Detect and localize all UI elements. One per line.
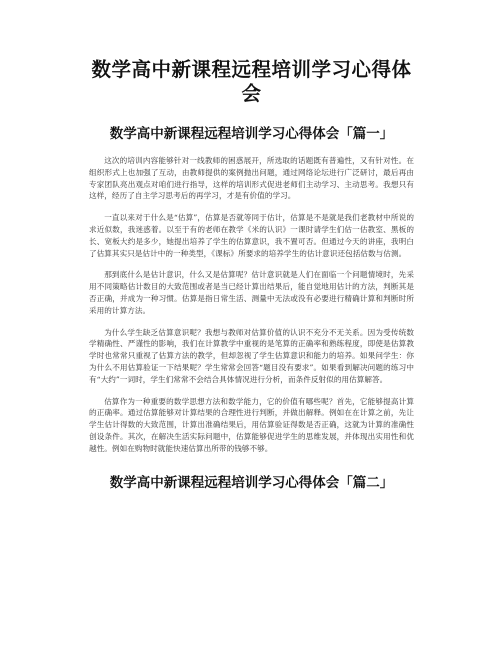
paragraph: 一直以来对于什么是“估算”，估算是否就等同于估计，估算是不是就是我们老教材中所说的求近似数，我迷惑着。以至于有的老师在教学《米的认识》一课时请学生们估一估教室、黑板的长、宽板大约是多少，她提出培养了学生的估算意识，我不置可否。但通过今天的讲座，我明白了估算其实只是估计中的一种类型，《课标》所要求的培养学生的估计意识还包括估数与估测。 <box>89 213 414 258</box>
paragraph: 为什么学生缺乏估算意识呢？我想与教师对估算价值的认识不充分不无关系。因为受传统数学精确性、严谨性的影响，我们在计算教学中重视的是笔算的正确率和熟练程度，即使是估算教学时也常常只重视了估算方法的教学，但却忽视了学生估算意识和能力的培养。如果问学生：你为什么不用估算验证一下结果呢？学生常常会回答“题目没有要求”。如果看到解决问题的练习中有“大约”一词时，学生们常常不会结合具体情况进行分析，而条件反射似的用估算解答。 <box>89 327 414 384</box>
section-heading-1: 数学高中新课程远程培训学习心得体会「篇一」 <box>109 126 394 142</box>
section-body-1 <box>89 155 414 455</box>
paragraph: 这次的培训内容能够针对一线教师的困惑展开，所选取的话题既有普遍性，又有针对性。在组织形式上也加强了互动，由教师提供的案例抛出问题，通过网络论坛进行广泛研讨，最后再由专家团队亮出观点对咱们进行指导，这样的培训形式促进老师们主动学习、主动思考。我想只有这样，经历了自主学习思考后的再学习，才是有价值的学习。 <box>89 156 414 201</box>
paragraph: 那到底什么是估计意识，什么又是估算呢？估计意识就是人们在面临一个问题情境时，先采用不同策略估计数目的大致范围或者是当已经计算出结果后，能自觉地用估计的方法，判断其是否正确，并成为一种习惯。估算是指日常生活、测量中无法或没有必要进行精确计算和判断时所采用的计算方法。 <box>89 270 414 315</box>
paragraph: 估算作为一种重要的数学思想方法和数学能力，它的价值有哪些呢？首先，它能够提高计算的正确率。通过估算能够对计算结果的合理性进行判断，并做出解释。例如在在计算之前，先让学生估计得数的大致范围，计算出准确结果后，用估算验证得数是否正确，这就为计算的准确性创设条件。其次，在解决生活实际问题中，估算能够促进学生的思维发展，并体现出实用性和优越性。例如在购物时就能快速估算出所带的钱够不够。 <box>89 396 414 453</box>
document-title: 数学高中新课程远程培训学习心得体会 <box>91 58 412 105</box>
section-heading-2: 数学高中新课程远程培训学习心得体会「篇二」 <box>109 474 394 491</box>
